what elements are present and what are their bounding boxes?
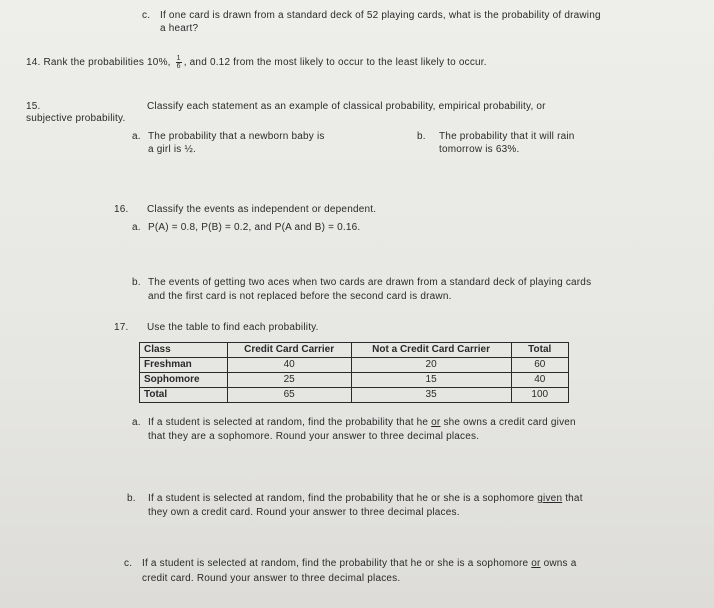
- q15a-line1: The probability that a newborn baby is: [148, 131, 325, 142]
- q15b-line2: tomorrow is 63%.: [439, 144, 520, 155]
- q16a-letter: a.: [132, 222, 141, 233]
- q15b-line1: The probability that it will rain: [439, 131, 575, 142]
- q17-line1: Use the table to find each probability.: [147, 322, 319, 333]
- q16-line1: Classify the events as independent or dependent.: [147, 204, 377, 215]
- q14-frac-den: 6: [176, 63, 181, 70]
- q14-line: [26, 55, 487, 70]
- table-header-cell: Credit Card Carrier: [227, 343, 351, 358]
- q17c-or-underlined: or: [531, 558, 541, 569]
- q15-line2: subjective probability.: [26, 113, 126, 124]
- q14-text-before: Rank the probabilities 10%,: [43, 57, 171, 69]
- table-cell: 25: [227, 373, 351, 388]
- q15b-letter: b.: [417, 131, 426, 142]
- q17c-letter: c.: [124, 558, 133, 569]
- q16b-letter: b.: [132, 277, 141, 288]
- q16-number: 16.: [114, 204, 129, 215]
- q14-fraction: [176, 55, 182, 70]
- table-cell: 35: [351, 388, 511, 403]
- table-header-cell: Total: [511, 343, 568, 358]
- table-cell: 20: [351, 358, 511, 373]
- table-header-cell: Class: [140, 343, 228, 358]
- table-cell: Freshman: [140, 358, 228, 373]
- table-cell: 15: [351, 373, 511, 388]
- q17b-line1: [148, 492, 583, 505]
- q17b-given-underlined: given: [537, 493, 563, 504]
- enrollment-table: [139, 342, 569, 403]
- q17c-line2: credit card. Round your answer to three decimal places.: [142, 573, 401, 584]
- q17b-text-before: If a student is selected at random, find the probability that he or she is a sophomore: [148, 493, 535, 504]
- table-row: [140, 388, 569, 403]
- q17b-line2: they own a credit card. Round your answer to three decimal places.: [148, 507, 460, 518]
- table-cell: 40: [511, 373, 568, 388]
- table-cell: Sophomore: [140, 373, 228, 388]
- q17a-text-after: she owns a credit card given: [443, 417, 576, 428]
- q15-line1: Classify each statement as an example of classical probability, empirical probability, or: [147, 101, 546, 112]
- q17a-or-underlined: or: [431, 417, 441, 428]
- table-header-cell: Not a Credit Card Carrier: [351, 343, 511, 358]
- q14-number: 14.: [26, 57, 41, 69]
- q17c-text-before: If a student is selected at random, find the probability that he or she is a sophomore: [142, 558, 529, 569]
- table-header-row: [140, 343, 569, 358]
- q14-frac-num: 1: [176, 55, 181, 62]
- q17a-text-before: If a student is selected at random, find the probability that he: [148, 417, 429, 428]
- q13c-line2: a heart?: [160, 23, 199, 34]
- table-cell: 100: [511, 388, 568, 403]
- q13c-line1: If one card is drawn from a standard deck of 52 playing cards, what is the probability of drawing: [160, 10, 601, 21]
- q17b-text-after: that: [565, 493, 583, 504]
- q17a-letter: a.: [132, 417, 141, 428]
- q17-number: 17.: [114, 322, 129, 333]
- q17b-letter: b.: [127, 493, 136, 504]
- table-row: [140, 373, 569, 388]
- table-cell: 60: [511, 358, 568, 373]
- q17a-line1: [148, 416, 576, 429]
- q17c-text-after: owns a: [543, 558, 577, 569]
- q14-text-after: , and 0.12 from the most likely to occur to the least likely to occur.: [183, 57, 487, 69]
- q13c-letter: c.: [142, 10, 151, 21]
- q15-number: 15.: [26, 101, 41, 112]
- q17c-line1: [142, 557, 576, 570]
- q16a-text: P(A) = 0.8, P(B) = 0.2, and P(A and B) = 0.16.: [148, 222, 361, 233]
- table-cell: 40: [227, 358, 351, 373]
- q16b-line1: The events of getting two aces when two cards are drawn from a standard deck of playing cards: [148, 277, 592, 288]
- table-row: [140, 358, 569, 373]
- q15a-line2: a girl is ½.: [148, 144, 196, 155]
- q17a-line2: that they are a sophomore. Round your answer to three decimal places.: [148, 431, 480, 442]
- q15a-letter: a.: [132, 131, 141, 142]
- q16b-line2: and the first card is not replaced before the second card is drawn.: [148, 291, 452, 302]
- table-cell: 65: [227, 388, 351, 403]
- table-cell: Total: [140, 388, 228, 403]
